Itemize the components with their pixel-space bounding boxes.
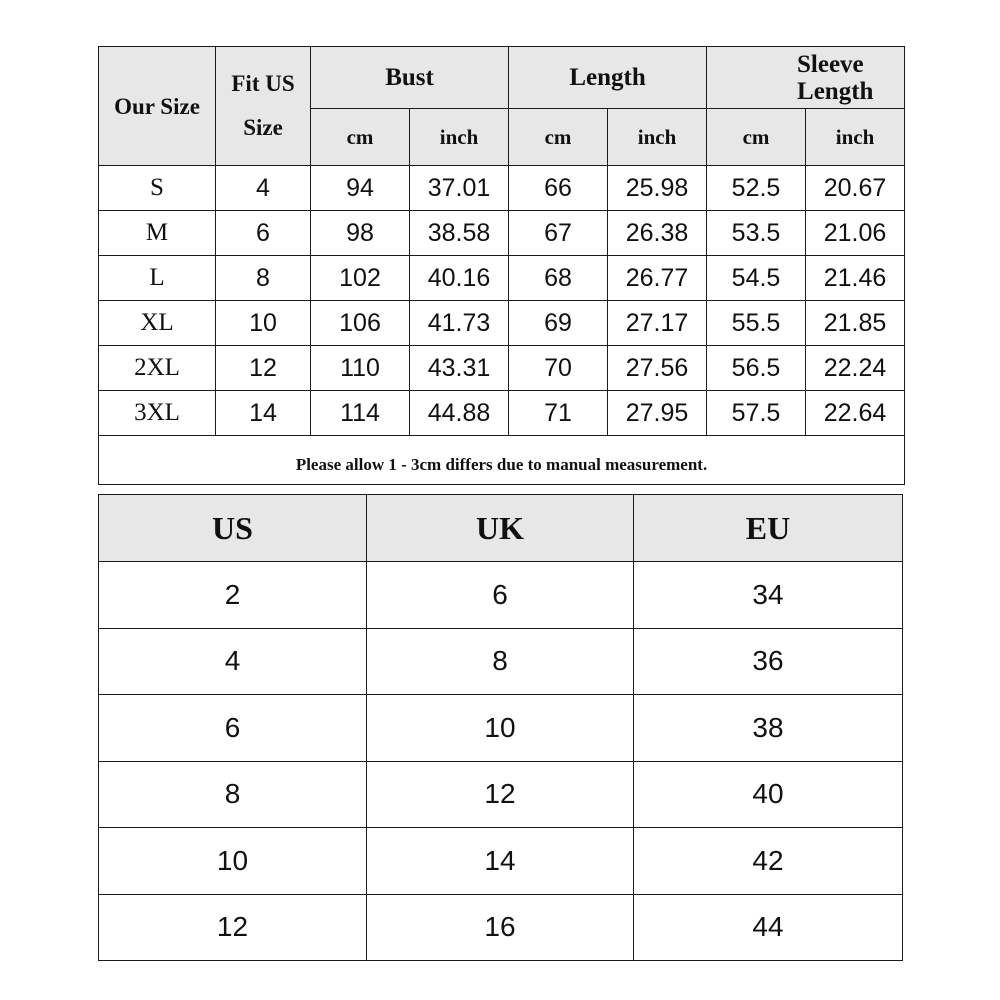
length-inch-cell: 25.98 <box>608 166 707 211</box>
sleeve-cm-header: cm <box>707 109 806 166</box>
bust-cm-cell: 102 <box>311 256 410 301</box>
our-size-header: Our Size <box>99 47 216 166</box>
length-inch-cell: 26.38 <box>608 211 707 256</box>
length-inch-cell: 27.56 <box>608 346 707 391</box>
table-row <box>99 894 903 961</box>
length-cm-cell: 70 <box>509 346 608 391</box>
length-inch-cell: 26.77 <box>608 256 707 301</box>
fit-us-size-header: Fit US Size <box>216 47 311 166</box>
us-cell: 8 <box>99 761 367 828</box>
sleeve-cm-cell: 57.5 <box>707 391 806 436</box>
table-row <box>99 301 905 346</box>
size-cell: 3XL <box>99 391 216 436</box>
length-cm-cell: 71 <box>509 391 608 436</box>
fit-us-cell: 8 <box>216 256 311 301</box>
bust-inch-cell: 44.88 <box>410 391 509 436</box>
eu-cell: 40 <box>634 761 903 828</box>
us-header: US <box>99 495 367 562</box>
bust-header: Bust <box>311 47 509 109</box>
size-chart-table <box>98 46 905 485</box>
sleeve-length-header: Sleeve Length <box>707 47 905 109</box>
sleeve-inch-cell: 21.46 <box>806 256 905 301</box>
length-inch-header: inch <box>608 109 707 166</box>
bust-inch-cell: 37.01 <box>410 166 509 211</box>
sleeve-cm-cell: 53.5 <box>707 211 806 256</box>
bust-cm-cell: 106 <box>311 301 410 346</box>
size-chart-header <box>99 47 905 166</box>
uk-header: UK <box>367 495 634 562</box>
table-row <box>99 628 903 695</box>
us-cell: 6 <box>99 695 367 762</box>
fit-us-cell: 4 <box>216 166 311 211</box>
bust-inch-header: inch <box>410 109 509 166</box>
uk-cell: 8 <box>367 628 634 695</box>
eu-cell: 42 <box>634 828 903 895</box>
bust-cm-cell: 94 <box>311 166 410 211</box>
bust-cm-header: cm <box>311 109 410 166</box>
table-row <box>99 256 905 301</box>
length-inch-cell: 27.17 <box>608 301 707 346</box>
size-cell: XL <box>99 301 216 346</box>
us-cell: 12 <box>99 894 367 961</box>
sleeve-cm-cell: 52.5 <box>707 166 806 211</box>
uk-cell: 12 <box>367 761 634 828</box>
sleeve-inch-header: inch <box>806 109 905 166</box>
note-row <box>99 436 905 485</box>
eu-cell: 36 <box>634 628 903 695</box>
table-row <box>99 391 905 436</box>
bust-cm-cell: 98 <box>311 211 410 256</box>
conversion-header <box>99 495 903 562</box>
bust-cm-cell: 110 <box>311 346 410 391</box>
length-cm-cell: 68 <box>509 256 608 301</box>
length-cm-cell: 66 <box>509 166 608 211</box>
fit-us-cell: 6 <box>216 211 311 256</box>
sleeve-inch-cell: 20.67 <box>806 166 905 211</box>
sleeve-cm-cell: 56.5 <box>707 346 806 391</box>
bust-inch-cell: 41.73 <box>410 301 509 346</box>
uk-cell: 6 <box>367 562 634 629</box>
table-row <box>99 166 905 211</box>
uk-cell: 10 <box>367 695 634 762</box>
length-cm-header: cm <box>509 109 608 166</box>
sleeve-inch-cell: 21.06 <box>806 211 905 256</box>
uk-cell: 14 <box>367 828 634 895</box>
uk-cell: 16 <box>367 894 634 961</box>
length-cm-cell: 67 <box>509 211 608 256</box>
eu-cell: 44 <box>634 894 903 961</box>
bust-inch-cell: 40.16 <box>410 256 509 301</box>
bust-inch-cell: 43.31 <box>410 346 509 391</box>
table-row <box>99 828 903 895</box>
length-header: Length <box>509 47 707 109</box>
eu-cell: 34 <box>634 562 903 629</box>
bust-inch-cell: 38.58 <box>410 211 509 256</box>
size-cell: S <box>99 166 216 211</box>
measurement-note: Please allow 1 - 3cm differs due to manual measurement. <box>99 436 905 485</box>
size-cell: 2XL <box>99 346 216 391</box>
size-chart-body <box>99 166 905 485</box>
sleeve-inch-cell: 22.64 <box>806 391 905 436</box>
table-row <box>99 695 903 762</box>
table-row <box>99 562 903 629</box>
sleeve-inch-cell: 21.85 <box>806 301 905 346</box>
size-conversion-table <box>98 494 903 961</box>
table-row <box>99 211 905 256</box>
eu-header: EU <box>634 495 903 562</box>
fit-us-cell: 10 <box>216 301 311 346</box>
sleeve-cm-cell: 54.5 <box>707 256 806 301</box>
length-inch-cell: 27.95 <box>608 391 707 436</box>
length-cm-cell: 69 <box>509 301 608 346</box>
eu-cell: 38 <box>634 695 903 762</box>
us-cell: 10 <box>99 828 367 895</box>
sleeve-inch-cell: 22.24 <box>806 346 905 391</box>
conversion-body <box>99 562 903 961</box>
sleeve-cm-cell: 55.5 <box>707 301 806 346</box>
fit-us-cell: 14 <box>216 391 311 436</box>
table-row <box>99 761 903 828</box>
table-row <box>99 346 905 391</box>
us-cell: 4 <box>99 628 367 695</box>
size-cell: M <box>99 211 216 256</box>
us-cell: 2 <box>99 562 367 629</box>
bust-cm-cell: 114 <box>311 391 410 436</box>
size-cell: L <box>99 256 216 301</box>
fit-us-cell: 12 <box>216 346 311 391</box>
